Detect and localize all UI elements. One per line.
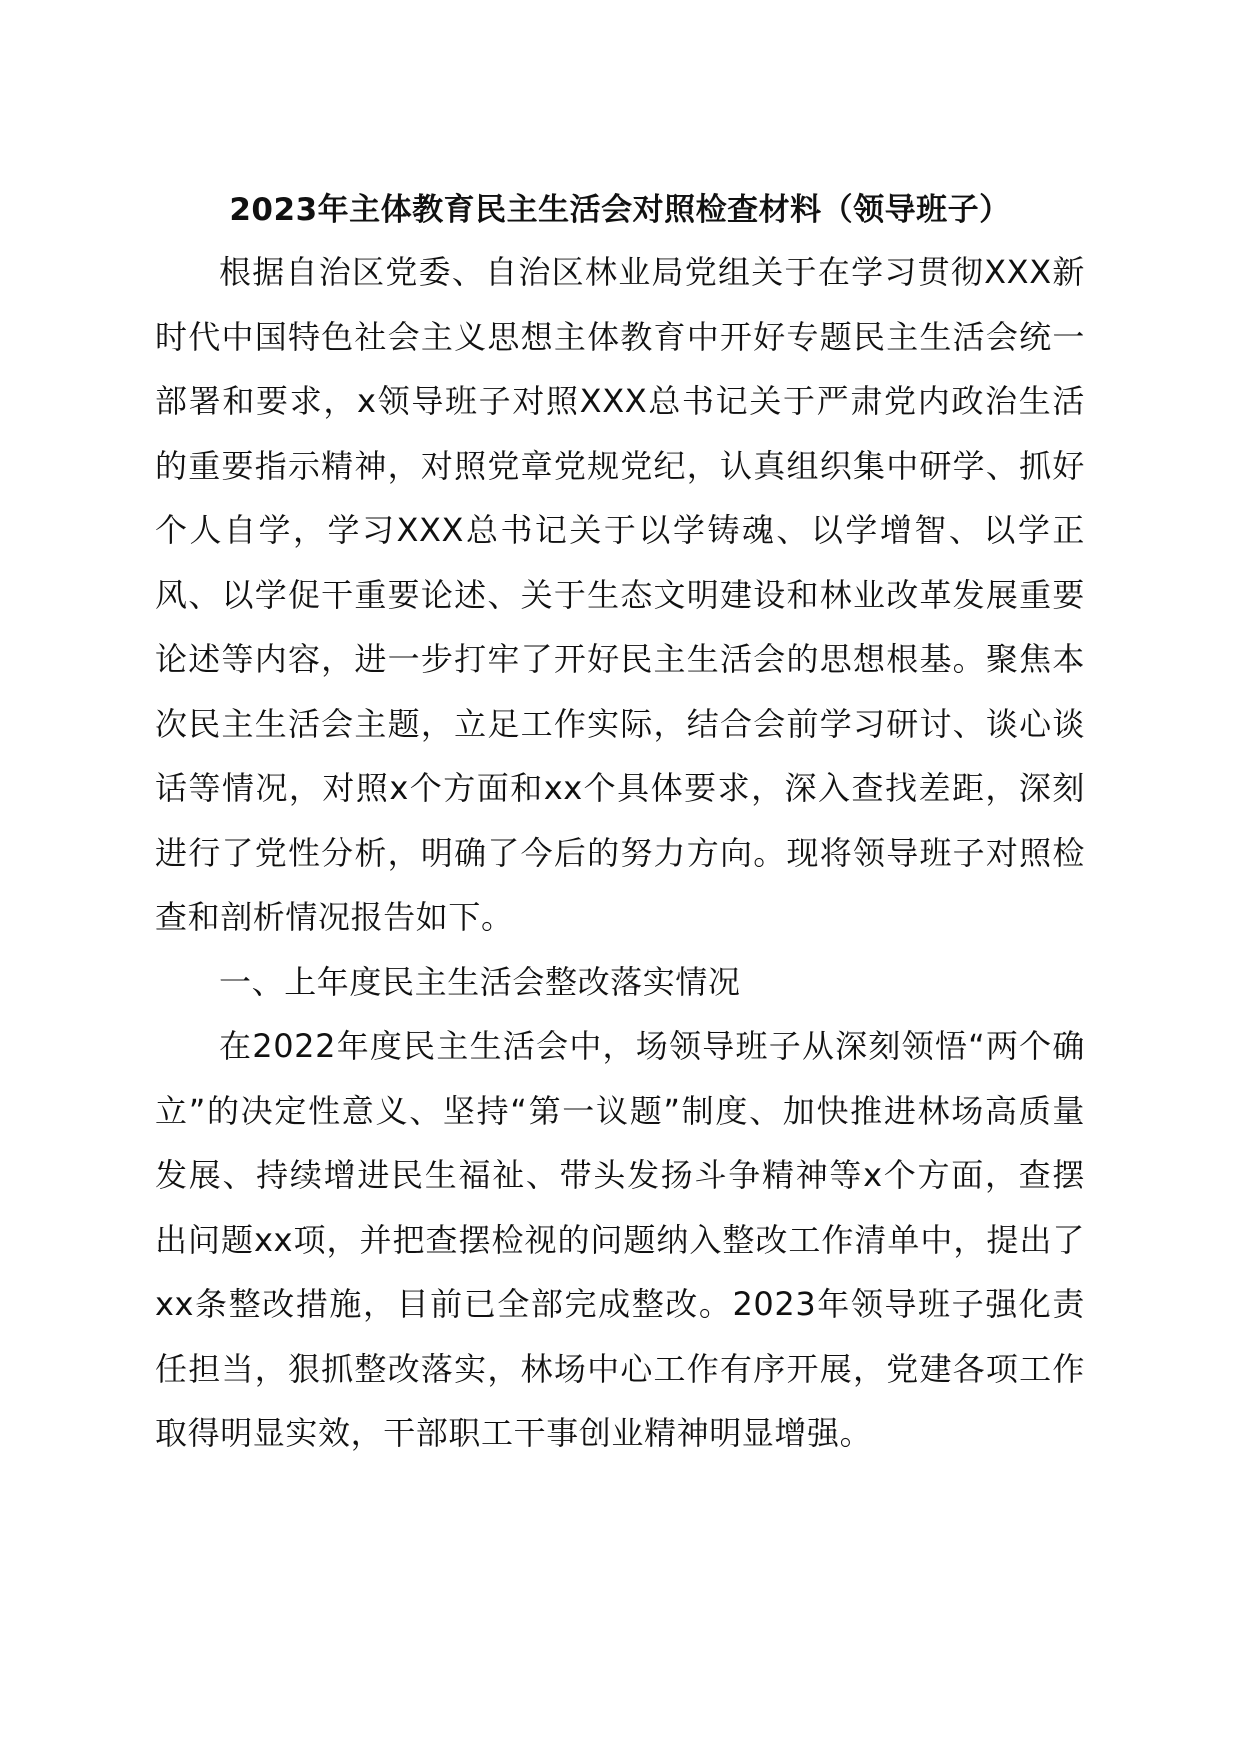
document-title: 2023年主体教育民主生活会对照检查材料（领导班子） [229, 192, 1011, 228]
document-body [155, 240, 1085, 1466]
section-heading-1: 一、上年度民主生活会整改落实情况 [219, 962, 741, 1001]
paragraph-intro: 根据自治区党委、自治区林业局党组关于在学习贯彻XXX新时代中国特色社会主义思想主体教育中开好专题民主生活会统一部署和要求，x领导班子对照XXX总书记关于严肃党内政治生活的重要指示精神，对照党章党规党纪，认真组织集中研学、抓好个人自学，学习XXX总书记关于以学铸魂、以学增智、以学正风、以学促干重要论述、关于生态文明建设和林业改革发展重要论述等内容，进一步打牢了开好民主生活会的思想根基。聚焦本次民主生活会主题，立足工作实际，结合会前学习研讨、谈心谈话等情况，对照x个方面和xx个具体要求，深入查找差距，深刻进行了党性分析，明确了今后的努力方向。现将领导班子对照检查和剖析情况报告如下。 [155, 253, 1085, 936]
paragraph-rectification: 在2022年度民主生活会中，场领导班子从深刻领悟“两个确立”的决定性意义、坚持“第一议题”制度、加快推进林场高质量发展、持续增进民生福祉、带头发扬斗争精神等x个方面，查摆出问题xx项，并把查摆检视的问题纳入整改工作清单中，提出了xx条整改措施，目前已全部完成整改。2023年领导班子强化责任担当，狠抓整改落实，林场中心工作有序开展，党建各项工作取得明显实效，干部职工干事创业精神明显增强。 [155, 1027, 1085, 1452]
